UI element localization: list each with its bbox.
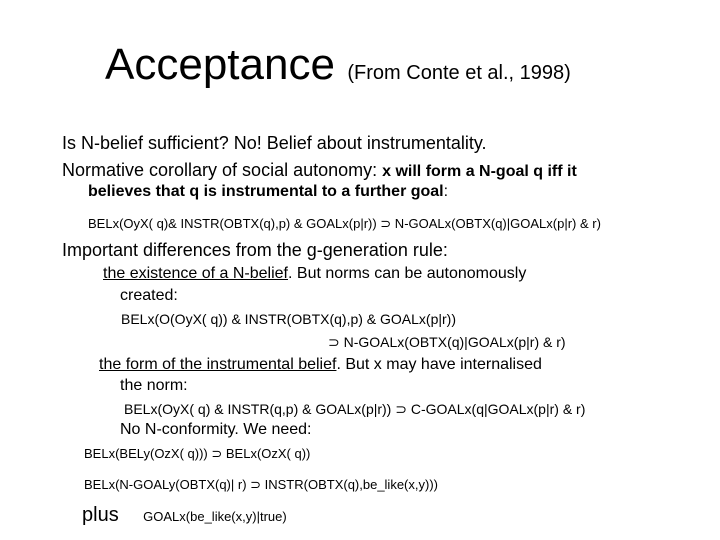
formula-5: BELx(BELy(OzX( q))) ⊃ BELx(OzX( q)) (84, 446, 311, 461)
formula-1: BELx(OyX( q)& INSTR(OBTX(q),p) & GOALx(p|r)) ⊃ N-GOALx(OBTX(q)|GOALx(p|r) & r) (88, 216, 601, 231)
corollary-label: Normative corollary of social autonomy: (62, 160, 383, 180)
line-believes (88, 183, 448, 201)
line-question: Is N-belief sufficient? No! Belief about instrumentality. (62, 133, 487, 153)
line-corollary (62, 160, 577, 181)
form-underlined: the form of the instrumental belief (99, 356, 337, 373)
title-main: Acceptance (105, 40, 335, 89)
corollary-bold: x will form a N-goal q iff it (382, 163, 577, 180)
line-norm: the norm: (120, 377, 188, 394)
slide-title (105, 40, 571, 90)
line-no-conformity: No N-conformity. We need: (120, 421, 312, 438)
title-source: (From Conte et al., 1998) (347, 62, 571, 84)
line-differences: Important differences from the g-generation rule: (62, 240, 448, 260)
existence-underlined: the existence of a N-belief (103, 265, 288, 282)
believes-colon: : (443, 183, 449, 200)
believes-bold: believes that q is instrumental to a further goal (88, 183, 444, 200)
formula-2: BELx(O(OyX( q)) & INSTR(OBTX(q),p) & GOALx(p|r)) (121, 311, 457, 327)
line-form (99, 356, 542, 374)
line-plus (82, 504, 287, 527)
line-existence (103, 265, 526, 283)
existence-rest: . But norms can be autonomously (288, 265, 527, 282)
formula-4: BELx(OyX( q) & INSTR(q,p) & GOALx(p|r)) ⊃ C-GOALx(q|GOALx(p|r) & r) (124, 401, 586, 417)
formula-7: GOALx(be_like(x,y)|true) (143, 509, 287, 524)
plus-word: plus (82, 504, 119, 526)
formula-3: ⊃ N-GOALx(OBTX(q)|GOALx(p|r) & r) (328, 334, 566, 350)
form-rest: . But x may have internalised (336, 356, 542, 373)
line-created: created: (120, 287, 178, 304)
formula-6: BELx(N-GOALy(OBTX(q)| r) ⊃ INSTR(OBTX(q),be_like(x,y))) (84, 477, 438, 492)
